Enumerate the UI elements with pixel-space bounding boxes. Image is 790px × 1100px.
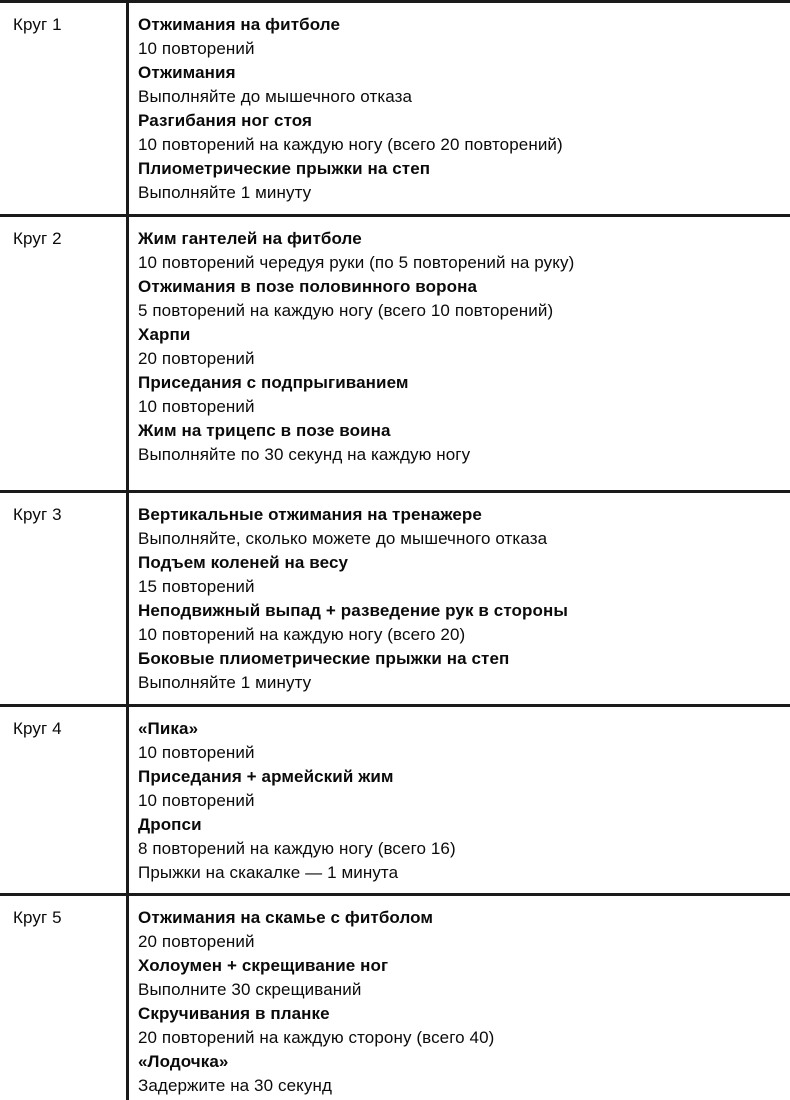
circuit-row [0, 896, 790, 1100]
exercise-detail: 10 повторений на каждую ногу (всего 20 повторений) [138, 135, 563, 154]
exercise-detail: 15 повторений [138, 577, 255, 596]
exercise-name: «Лодочка» [138, 1052, 229, 1071]
exercise-name: Приседания + армейский жим [138, 767, 394, 786]
exercise-detail: Выполняйте 1 минуту [138, 673, 312, 692]
exercise-name: Отжимания на фитболе [138, 15, 341, 34]
exercise-detail: 10 повторений [138, 791, 255, 810]
circuit-row [0, 3, 790, 217]
exercise-detail: Прыжки на скакалке — 1 минута [138, 863, 399, 882]
exercise-name: Скручивания в планке [138, 1004, 330, 1023]
circuit-row [0, 707, 790, 896]
circuit-label: Круг 1 [13, 15, 62, 34]
circuit-exercises [126, 707, 790, 893]
circuit-label: Круг 3 [13, 505, 62, 524]
exercise-detail: Задержите на 30 секунд [138, 1076, 332, 1095]
exercise-detail: Выполняйте 1 минуту [138, 183, 312, 202]
exercise-name: Отжимания [138, 63, 236, 82]
exercise-name: Харпи [138, 325, 191, 344]
exercise-detail: 20 повторений [138, 932, 255, 951]
exercise-name: Подъем коленей на весу [138, 553, 349, 572]
circuit-label: Круг 2 [13, 229, 62, 248]
exercise-name: Дропси [138, 815, 202, 834]
exercise-name: Жим гантелей на фитболе [138, 229, 362, 248]
exercise-detail: 10 повторений на каждую ногу (всего 20) [138, 625, 466, 644]
circuit-exercises [126, 3, 790, 214]
exercise-detail: Выполните 30 скрещиваний [138, 980, 362, 999]
exercise-name: Плиометрические прыжки на степ [138, 159, 431, 178]
exercise-name: Вертикальные отжимания на тренажере [138, 505, 482, 524]
circuit-label: Круг 5 [13, 908, 62, 927]
circuit-label: Круг 4 [13, 719, 62, 738]
exercise-detail: 10 повторений [138, 397, 255, 416]
circuit-exercises [126, 217, 790, 490]
circuit-row [0, 217, 790, 493]
circuit-exercises [126, 896, 790, 1100]
exercise-name: Приседания с подпрыгиванием [138, 373, 409, 392]
exercise-name: Неподвижный выпад + разведение рук в стороны [138, 601, 568, 620]
exercise-detail: Выполняйте до мышечного отказа [138, 87, 413, 106]
exercise-detail: 20 повторений [138, 349, 255, 368]
exercise-detail: 10 повторений [138, 743, 255, 762]
exercise-name: Отжимания на скамье с фитболом [138, 908, 434, 927]
exercise-detail: 10 повторений [138, 39, 255, 58]
exercise-detail: 20 повторений на каждую сторону (всего 40) [138, 1028, 495, 1047]
exercise-detail: 5 повторений на каждую ногу (всего 10 повторений) [138, 301, 554, 320]
exercise-name: Жим на трицепс в позе воина [138, 421, 391, 440]
circuit-exercises [126, 493, 790, 704]
exercise-name: Холоумен + скрещивание ног [138, 956, 389, 975]
exercise-name: Разгибания ног стоя [138, 111, 313, 130]
exercise-detail: Выполняйте, сколько можете до мышечного отказа [138, 529, 548, 548]
exercise-detail: 10 повторений чередуя руки (по 5 повторений на руку) [138, 253, 575, 272]
exercise-name: Отжимания в позе половинного ворона [138, 277, 478, 296]
exercise-detail: 8 повторений на каждую ногу (всего 16) [138, 839, 456, 858]
exercise-detail: Выполняйте по 30 секунд на каждую ногу [138, 445, 471, 464]
circuit-row [0, 493, 790, 707]
exercise-name: «Пика» [138, 719, 199, 738]
exercise-name: Боковые плиометрические прыжки на степ [138, 649, 510, 668]
